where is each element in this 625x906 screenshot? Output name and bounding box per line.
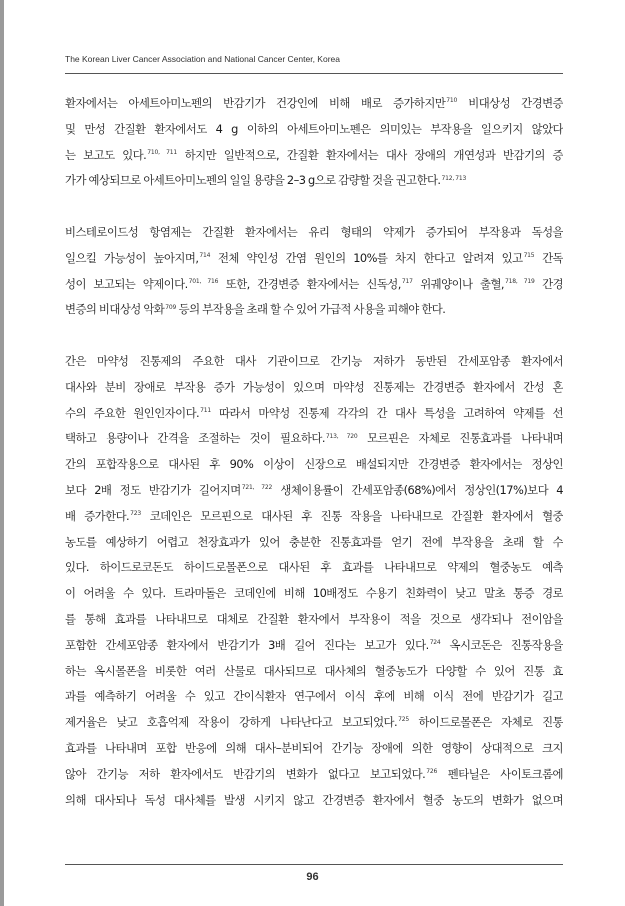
text-run: 과를 예측하기 어려울 수 있고 간이식환자 연구에서 이식 후에 비해 이식 전에 반감기가 길고 — [65, 689, 563, 704]
text-run: 성이 보고되는 약제이다. — [65, 276, 188, 291]
text-run: 변증의 비대상성 악화 — [65, 302, 165, 317]
text-line — [65, 426, 563, 452]
text-line — [65, 297, 563, 323]
paragraph — [65, 91, 563, 194]
text-run: 및 만성 간질환 환자에서도 4 g 이하의 아세트아미노펜은 의미있는 부작용을 일으키지 않았다 — [65, 121, 563, 136]
text-line — [65, 633, 563, 659]
citation-superscript: 710, 711 — [147, 148, 177, 156]
text-line — [65, 272, 563, 298]
text-run: 포함한 간세포암종 환자에서 반감기가 3배 길어 진다는 보고가 있다. — [65, 637, 429, 652]
paragraph — [65, 220, 563, 323]
text-run: 옥시코돈은 진통작용을 — [440, 637, 563, 652]
text-line — [65, 710, 563, 736]
text-run: 수의 주요한 원인인자이다. — [65, 405, 200, 420]
text-run: 간독 — [534, 250, 563, 265]
citation-superscript: 714 — [199, 251, 211, 259]
text-run: 전체 약인성 간염 원인의 10%를 차지 한다고 알려져 있고 — [210, 250, 523, 265]
text-line — [65, 478, 563, 504]
text-run: 환자에서는 아세트아미노펜의 반감기가 건강인에 비해 배로 증가하지만 — [65, 96, 446, 110]
citation-superscript: 715 — [523, 251, 535, 259]
text-run: 펜타닐은 사이토크롬에 — [437, 766, 563, 781]
page-edge-rule — [0, 0, 4, 906]
citation-superscript: 713, 720 — [325, 432, 358, 440]
running-header: The Korean Liver Cancer Association and National Cancer Center, Korea — [65, 54, 340, 64]
text-run: 있다. 하이드로코돈도 하이드로몰폰으로 대사된 후 효과를 나타내므로 약제의 혈중농도 예측 — [65, 560, 563, 575]
text-run: 는 보고도 있다. — [65, 147, 147, 162]
text-line — [65, 91, 563, 117]
citation-superscript: 709 — [165, 303, 177, 311]
citation-superscript: 717 — [401, 277, 413, 285]
citation-superscript: 726 — [426, 767, 438, 775]
text-line — [65, 736, 563, 762]
text-run: 보다 2배 정도 반감기가 길어지며 — [65, 482, 241, 497]
body-text — [65, 91, 563, 813]
text-run: 또한, 간경변증 환자에서는 신독성, — [218, 276, 401, 291]
text-run: 않아 간기능 저하 환자에서도 반감기의 변화가 없다고 보고되었다. — [65, 766, 426, 781]
citation-superscript: 712, 713 — [441, 174, 467, 182]
text-run: 택하고 용량이나 간격을 조절하는 것이 필요하다. — [65, 431, 325, 446]
text-run: 비대상성 간경변증 — [457, 96, 563, 110]
citation-superscript: 724 — [429, 638, 441, 646]
paragraph — [65, 349, 563, 813]
text-run: 간경 — [534, 276, 563, 291]
text-run: 를 통해 효과를 나타내므로 대체로 간질환 환자에서 부작용이 적을 것으로 생각되나 전이암을 — [65, 611, 563, 626]
text-run: 비스테로이드성 항염제는 간질환 환자에서는 유리 형태의 약제가 증가되어 부작용과 독성을 — [65, 224, 563, 239]
footer-divider — [65, 864, 563, 865]
text-run: 따라서 마약성 진통제 각각의 간 대사 특성을 고려하여 약제를 선 — [210, 405, 563, 420]
citation-superscript: 718, 719 — [504, 277, 535, 285]
text-line — [65, 659, 563, 685]
text-run: 대사와 분비 장애로 부작용 증가 가능성이 있으며 마약성 진통제는 간경변증 환자에서 간성 혼 — [65, 379, 563, 394]
text-line — [65, 504, 563, 530]
header-divider — [65, 73, 563, 74]
text-line — [65, 581, 563, 607]
text-line — [65, 555, 563, 581]
text-line — [65, 788, 563, 814]
page-number: 96 — [306, 871, 319, 883]
text-run: 농도를 예상하기 어렵고 천장효과가 있어 충분한 진통효과를 얻기 전에 부작용을 초래 할 수 — [65, 534, 563, 549]
text-line — [65, 607, 563, 633]
text-run: 생체이용률이 간세포암종(68%)에서 정상인(17%)보다 4 — [272, 482, 563, 497]
text-run: 배 증가한다. — [65, 508, 130, 523]
text-line — [65, 220, 563, 246]
citation-superscript: 721, 722 — [241, 484, 273, 492]
text-line — [65, 246, 563, 272]
text-run: 간의 포합작용으로 대사된 후 90% 이상이 신장으로 배설되지만 간경변증 환자에서는 정상인 — [65, 457, 563, 472]
text-run: 제거율은 낮고 호흡억제 작용이 강하게 나타난다고 보고되었다. — [65, 715, 398, 730]
text-run: 의해 대사되나 독성 대사체를 발생 시키지 않고 간경변증 환자에서 혈중 농도의 변화가 없으며 — [65, 792, 563, 807]
citation-superscript: 710 — [446, 97, 458, 105]
text-run: 일으킬 가능성이 높아지며, — [65, 250, 199, 265]
text-line — [65, 349, 563, 375]
text-line — [65, 143, 563, 169]
text-run: 가가 예상되므로 아세트아미노펜의 일일 용량을 2–3 g으로 감량할 것을 권고한다. — [65, 173, 441, 188]
citation-superscript: 725 — [398, 716, 409, 724]
text-run: 코데인은 모르핀으로 대사된 후 진통 작용을 나타내므로 간질환 환자에서 혈중 — [140, 508, 563, 523]
text-run: 간은 마약성 진통제의 주요한 대사 기관이므로 간기능 저하가 동반된 간세포암종 환자에서 — [65, 353, 563, 368]
text-run: 모르핀은 자체로 진통효과를 나타내며 — [357, 431, 563, 446]
text-run: 하지만 일반적으로, 간질환 환자에서는 대사 장애의 개연성과 반감기의 증 — [176, 147, 563, 162]
text-line — [65, 401, 563, 427]
citation-superscript: 701, 716 — [188, 277, 219, 285]
text-run: 효과를 나타내며 포합 반응에 의해 대사–분비되어 간기능 장애에 의한 영향이 상대적으로 크지 — [65, 740, 563, 755]
citation-superscript: 711 — [200, 406, 211, 414]
text-line — [65, 452, 563, 478]
text-line — [65, 684, 563, 710]
text-run: 위궤양이나 출혈, — [412, 276, 504, 291]
text-line — [65, 530, 563, 556]
text-run: 하는 옥시몰폰을 비롯한 여러 산물로 대사되므로 대사체의 혈중농도가 다양할 수 있어 진통 효 — [65, 663, 563, 678]
text-run: 이 어려울 수 있다. 트라마돌은 코데인에 비해 10배정도 수용기 친화력이 낮고 말초 통증 경로 — [65, 586, 563, 601]
text-line — [65, 168, 563, 194]
text-run: 등의 부작용을 초래 할 수 있어 가급적 사용을 피해야 한다. — [176, 302, 446, 317]
text-run: 하이드로몰폰은 자체로 진통 — [408, 715, 563, 730]
text-line — [65, 762, 563, 788]
text-line — [65, 375, 563, 401]
citation-superscript: 723 — [130, 509, 141, 517]
text-line — [65, 117, 563, 143]
